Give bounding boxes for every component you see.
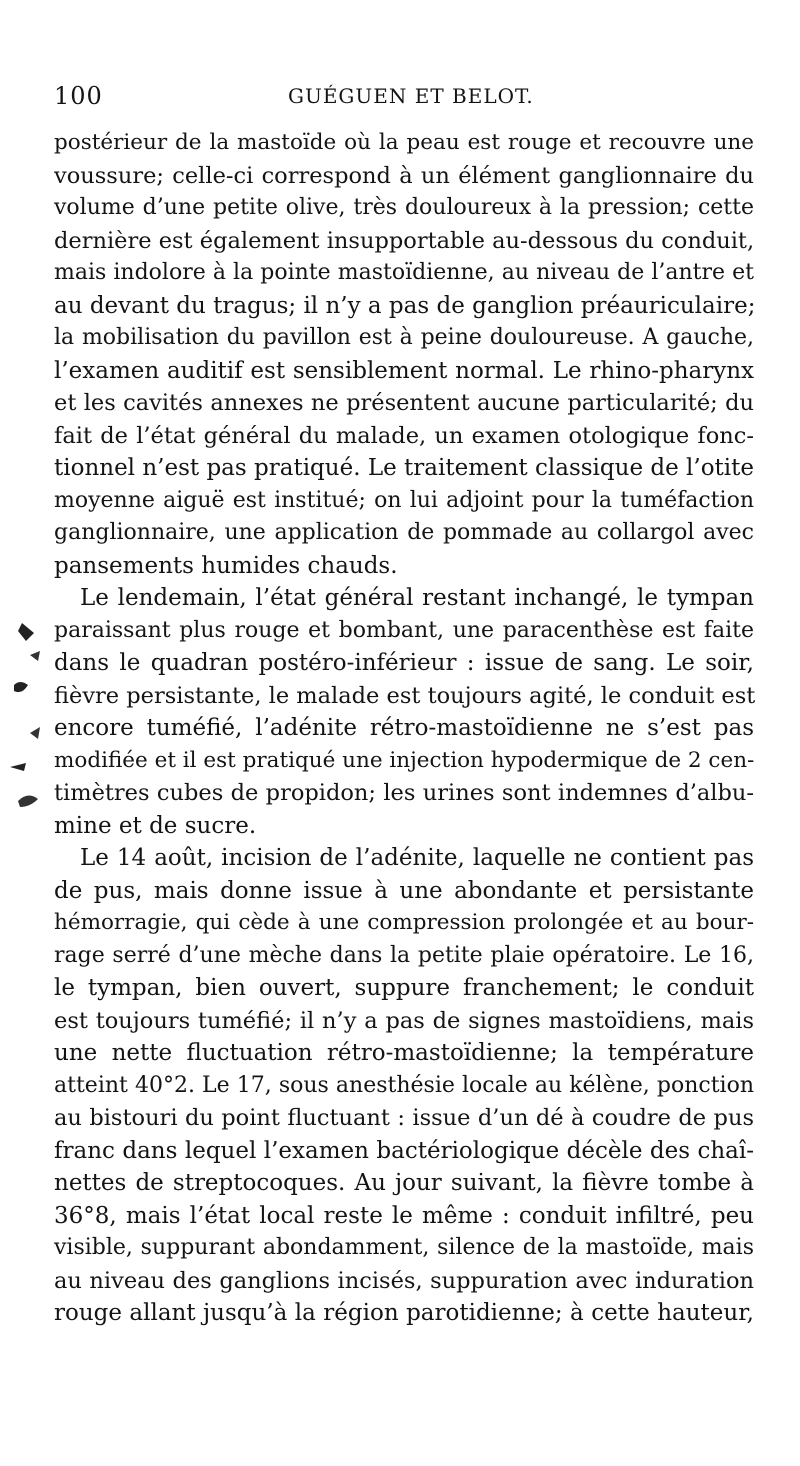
- text-line: l’examen auditif est sensiblement normal. Le rhino-pharynx: [54, 357, 754, 384]
- text-line: postérieur de la mastoïde où la peau est rouge et recouvre une: [54, 130, 754, 155]
- body-text: [54, 127, 754, 1330]
- margin-stamp-marks: [0, 615, 46, 815]
- text-line: ganglionnaire, une application de pommade au collargol avec: [54, 520, 754, 545]
- page-number: 100: [54, 82, 103, 110]
- text-line: dans le quadran postéro-inférieur : issue de sang. Le soir,: [54, 650, 754, 676]
- text-line: pansements humides chauds.: [54, 552, 398, 579]
- text-line: une nette fluctuation rétro-mastoïdienne; la température: [54, 1040, 754, 1066]
- text-line: au niveau des ganglions incisés, suppuration avec induration: [54, 1267, 754, 1294]
- text-line: volume d’une petite olive, très douloureux à la pression; cette: [54, 195, 754, 220]
- text-line: rage serré d’une mèche dans la petite plaie opératoire. Le 16,: [54, 942, 754, 968]
- text-line: modifiée et il est pratiqué une injection hypodermique de 2 cen-: [54, 747, 755, 773]
- text-line: mais indolore à la pointe mastoïdienne, au niveau de l’antre et: [54, 260, 754, 285]
- text-line: au bistouri du point fluctuant : issue d’un dé à coudre de pus: [54, 1105, 754, 1131]
- text-line: paraissant plus rouge et bombant, une paracenthèse est faite: [54, 617, 754, 643]
- text-line: atteint 40°2. Le 17, sous anesthésie locale au kélène, ponction: [54, 1072, 754, 1098]
- text-line: dernière est également insupportable au-dessous du conduit,: [54, 227, 755, 254]
- text-line: voussure; celle-ci correspond à un élément ganglionnaire du: [54, 162, 754, 189]
- text-line: tionnel n’est pas pratiqué. Le traitement classique de l’otite: [54, 455, 754, 481]
- text-line: fièvre persistante, le malade est toujours agité, le conduit est: [54, 682, 756, 709]
- text-line: de pus, mais donne issue à une abondante et persistante: [54, 877, 754, 904]
- text-line: et les cavités annexes ne présentent aucune particularité; du: [54, 390, 754, 416]
- text-line: hémorragie, qui cède à une compression prolongée et au bour-: [54, 910, 754, 935]
- text-line: la mobilisation du pavillon est à peine douloureuse. A gauche,: [54, 325, 754, 350]
- text-line: mine et de sucre.: [54, 812, 257, 839]
- text-line: nettes de streptocoques. Au jour suivant, la fièvre tombe à: [54, 1170, 754, 1196]
- text-line: au devant du tragus; il n’y a pas de ganglion préauriculaire;: [54, 292, 756, 319]
- text-line: timètres cubes de propidon; les urines sont indemnes d’albu-: [54, 780, 754, 806]
- text-line: visible, suppurant abondamment, silence de la mastoïde, mais: [54, 1235, 754, 1260]
- text-line: 36°8, mais l’état local reste le même : conduit infiltré, peu: [54, 1202, 754, 1229]
- text-line: est toujours tuméfié; il n’y a pas de signes mastoïdiens, mais: [54, 1007, 754, 1034]
- text-line: le tympan, bien ouvert, suppure franchement; le conduit: [54, 975, 754, 1001]
- text-line: rouge allant jusqu’à la région parotidienne; à cette hauteur,: [54, 1300, 754, 1326]
- text-line: Le lendemain, l’état général restant inchangé, le tympan: [80, 585, 754, 611]
- text-line: franc dans lequel l’examen bactériologique décèle des chaî-: [54, 1137, 754, 1164]
- page-header: [54, 82, 754, 116]
- text-line: Le 14 août, incision de l’adénite, laquelle ne contient pas: [80, 845, 754, 871]
- text-line: fait de l’état général du malade, un examen otologique fonc-: [54, 422, 754, 449]
- text-line: moyenne aiguë est institué; on lui adjoint pour la tuméfaction: [54, 487, 754, 513]
- text-line: encore tuméfié, l’adénite rétro-mastoïdienne ne s’est pas: [54, 715, 754, 741]
- running-title: GUÉGUEN ET BELOT.: [288, 84, 534, 108]
